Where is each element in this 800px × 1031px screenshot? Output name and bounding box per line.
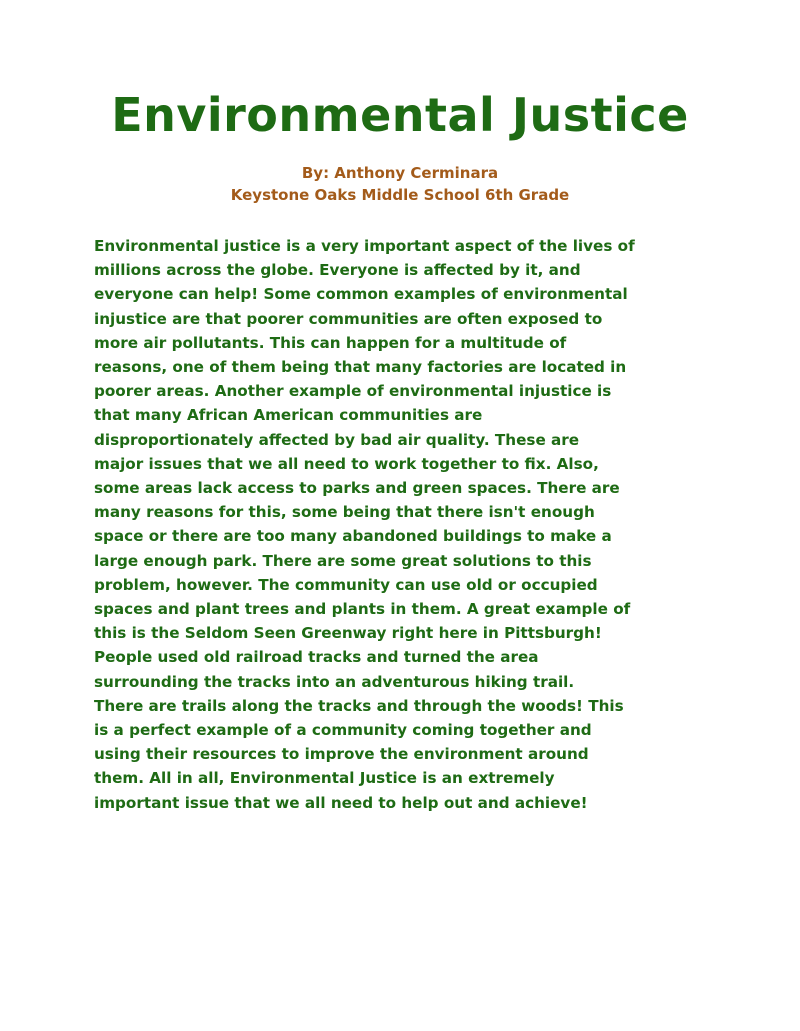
page-title: Environmental Justice — [111, 88, 689, 142]
body-line: more air pollutants. This can happen for a multitude of — [94, 333, 567, 352]
body-line: everyone can help! Some common examples of environmental — [94, 285, 628, 304]
body-line: that many African American communities are — [94, 406, 483, 425]
body-line: millions across the globe. Everyone is affected by it, and — [94, 261, 581, 280]
body-line: large enough park. There are some great solutions to this — [94, 551, 592, 570]
body-line: People used old railroad tracks and turned the area — [94, 648, 539, 667]
body-line: this is the Seldom Seen Greenway right here in Pittsburgh! — [94, 624, 602, 643]
body-line: them. All in all, Environmental Justice is an extremely — [94, 769, 555, 788]
body-line: Environmental justice is a very important aspect of the lives of — [94, 237, 635, 255]
body-line: reasons, one of them being that many factories are located in — [94, 358, 627, 377]
body-line: problem, however. The community can use old or occupied — [94, 575, 598, 594]
body-line: important issue that we all need to help out and achieve! — [94, 793, 588, 812]
author-line: By: Anthony Cerminara — [301, 164, 499, 182]
body-line: There are trails along the tracks and through the woods! This — [94, 696, 624, 715]
body-line: disproportionately affected by bad air quality. These are — [94, 430, 580, 449]
body-line: major issues that we all need to work together to fix. Also, — [94, 454, 599, 473]
body-line: some areas lack access to parks and green spaces. There are — [94, 479, 620, 498]
essay-body — [94, 234, 714, 815]
body-line: injustice are that poorer communities are often exposed to — [94, 309, 603, 328]
body-line: spaces and plant trees and plants in them. A great example of — [94, 600, 631, 619]
body-line: space or there are too many abandoned buildings to make a — [94, 527, 612, 546]
body-line: poorer areas. Another example of environmental injustice is — [94, 382, 612, 401]
school-line: Keystone Oaks Middle School 6th Grade — [230, 186, 570, 204]
body-line: is a perfect example of a community coming together and — [94, 721, 592, 740]
body-line: using their resources to improve the environment around — [94, 745, 589, 764]
body-line: surrounding the tracks into an adventurous hiking trail. — [94, 672, 575, 691]
body-line: many reasons for this, some being that there isn't enough — [94, 503, 595, 522]
byline — [0, 162, 800, 206]
